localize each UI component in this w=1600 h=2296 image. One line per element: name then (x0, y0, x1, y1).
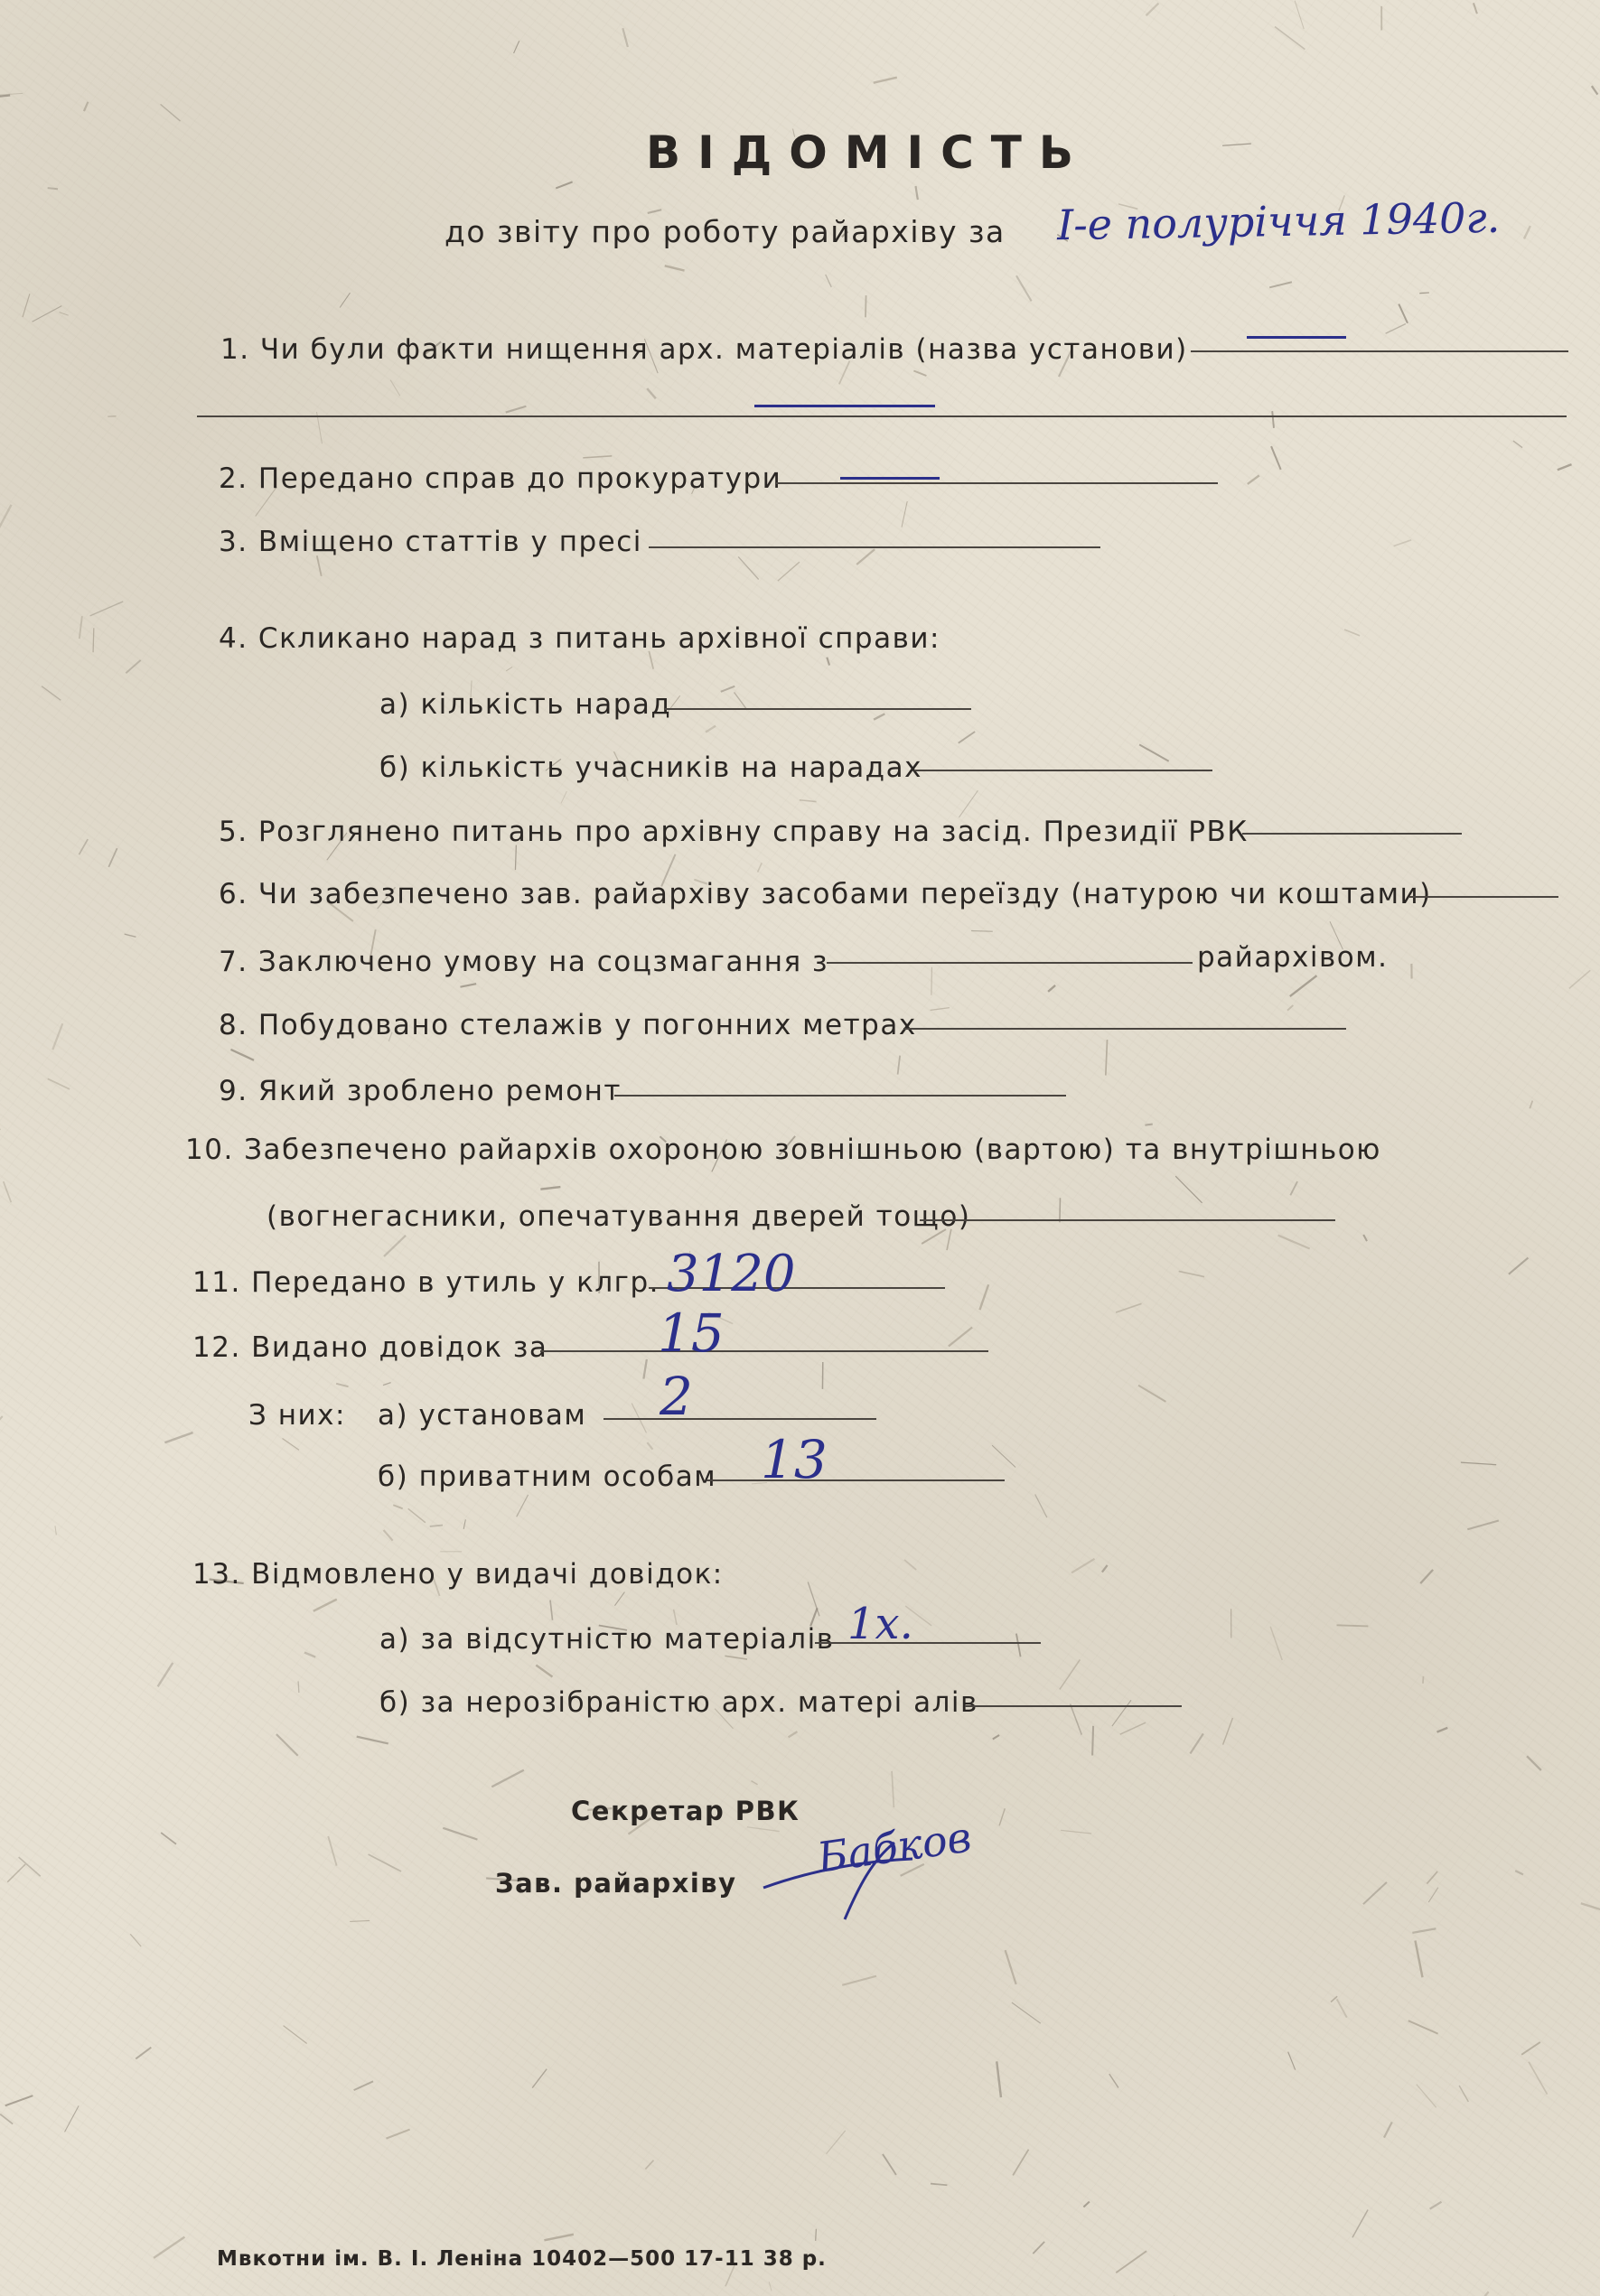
paper-fiber (7, 1864, 25, 1882)
paper-fiber (0, 2114, 13, 2124)
item-12b-line (706, 1479, 1005, 1481)
paper-fiber (1417, 2085, 1436, 2108)
paper-fiber (80, 616, 82, 639)
paper-fiber (276, 1734, 298, 1756)
paper-fiber (1222, 144, 1251, 145)
paper-fiber (738, 556, 759, 579)
paper-fiber (1102, 1565, 1108, 1573)
paper-fiber (540, 1187, 560, 1190)
paper-fiber (1109, 2074, 1118, 2087)
paper-fiber (1016, 1634, 1021, 1657)
item-4-label: 4. Скликано нарад з питань архівної справи: (219, 622, 940, 655)
paper-fiber (996, 2061, 1001, 2097)
paper-fiber (1459, 2086, 1468, 2102)
paper-fiber (506, 406, 527, 413)
paper-fiber (1269, 282, 1292, 287)
paper-fiber (1116, 2251, 1146, 2273)
item-12b-value: 13 (761, 1429, 828, 1490)
paper-fiber (1472, 2291, 1489, 2296)
paper-fiber (1275, 26, 1305, 49)
paper-fiber (93, 628, 94, 652)
item-1-dash (1247, 336, 1346, 339)
paper-fiber (1060, 1659, 1081, 1689)
paper-fiber (1352, 2210, 1368, 2238)
paper-fiber (125, 934, 136, 937)
paper-fiber (583, 456, 612, 458)
item-6-line (1409, 896, 1558, 898)
paper-fiber (42, 686, 61, 701)
paper-fiber (1139, 744, 1169, 761)
paper-fiber (304, 1653, 315, 1657)
paper-fiber (1408, 2021, 1438, 2033)
paper-fiber (313, 1600, 337, 1611)
paper-fiber (1394, 540, 1412, 546)
head-signature: Бабков (814, 1812, 975, 1882)
paper-fiber (336, 1384, 348, 1386)
paper-fiber (328, 1836, 336, 1866)
paper-fiber (60, 313, 69, 316)
paper-fiber (883, 2154, 896, 2175)
item-10-continuation: (вогнегасники, опечатування дверей тощо) (267, 1200, 971, 1233)
paper-fiber (1515, 1871, 1523, 1874)
paper-fiber (384, 1530, 393, 1541)
paper-fiber (0, 505, 12, 528)
paper-fiber (1527, 1756, 1541, 1770)
paper-fiber (1106, 1040, 1108, 1076)
paper-fiber (931, 1008, 950, 1011)
item-12-value: 15 (658, 1302, 725, 1364)
paper-fiber (1146, 4, 1159, 16)
item-12-label: 12. Видано довідок за (192, 1331, 548, 1364)
paper-fiber (1288, 2052, 1296, 2070)
paper-fiber (517, 1495, 529, 1517)
item-7-label: 7. Заключено умову на соцзмагання з (219, 946, 828, 978)
item-4a-line (664, 708, 971, 710)
paper-fiber (463, 1519, 465, 1529)
item-3-label: 3. Вміщено статтів у пресі (219, 526, 642, 558)
paper-fiber (1006, 1950, 1016, 1984)
paper-fiber (647, 1442, 652, 1450)
paper-fiber (800, 800, 817, 802)
paper-fiber (747, 1827, 780, 1832)
print-footer: Мвкотни ім. В. І. Леніна 10402—500 17-11 38 р. (217, 2247, 827, 2271)
item-12a-value: 2 (660, 1366, 693, 1427)
paper-fiber (622, 28, 628, 47)
paper-fiber (357, 1737, 388, 1744)
paper-fiber (725, 1656, 747, 1659)
paper-fiber (4, 1181, 12, 1202)
item-5-label: 5. Розглянено питань про архівну справу на засід. Президії РВК (219, 816, 1249, 848)
paper-fiber (317, 555, 322, 576)
paper-fiber (390, 380, 400, 397)
paper-fiber (1175, 1176, 1202, 1203)
paper-fiber (902, 501, 907, 527)
signature-flourish (759, 1834, 1057, 1933)
paper-fiber (1083, 2201, 1089, 2207)
paper-fiber (645, 2161, 653, 2170)
item-11-label: 11. Передано в утиль у клгр. (192, 1266, 660, 1299)
item-6-label: 6. Чи забезпечено зав. райархіву засобами переїзду (натурою чи коштами) (219, 878, 1432, 910)
paper-fiber (383, 1383, 391, 1386)
paper-fiber (1290, 975, 1317, 996)
paper-fiber (1270, 1627, 1282, 1660)
paper-fiber (79, 839, 88, 854)
paper-fiber (915, 186, 917, 200)
paper-fiber (721, 686, 735, 692)
item-12-line (540, 1350, 988, 1352)
paper-fiber (108, 848, 117, 867)
paper-fiber (1013, 2150, 1028, 2176)
paper-fiber (164, 1433, 192, 1442)
paper-fiber (536, 1665, 552, 1676)
item-4b-line (914, 770, 1212, 771)
paper-fiber (532, 2069, 547, 2088)
paper-fiber (751, 1781, 757, 1785)
paper-fiber (931, 2184, 947, 2186)
paper-fiber (979, 1284, 988, 1310)
paper-fiber (999, 1808, 1005, 1825)
paper-fiber (1569, 970, 1590, 988)
paper-fiber (1092, 1726, 1093, 1756)
paper-fiber (1278, 1236, 1310, 1249)
paper-fiber (1420, 1570, 1433, 1583)
document-title: ВІДОМІСТЬ (646, 126, 1091, 179)
paper-fiber (1530, 1101, 1532, 1109)
paper-fiber (648, 210, 662, 213)
paper-fiber (282, 1439, 299, 1451)
paper-fiber (643, 1359, 646, 1379)
paper-fiber (1287, 1005, 1293, 1011)
paper-fiber (1344, 630, 1360, 636)
item-12-sub-label: З них: (248, 1399, 346, 1432)
paper-fiber (550, 1601, 553, 1620)
paper-fiber (778, 562, 800, 581)
paper-fiber (298, 1681, 299, 1693)
paper-fiber (769, 2282, 772, 2291)
item-10-label: 10. Забезпечено райархів охороною зовнішньою (вартою) та внутрішньою (185, 1134, 1381, 1166)
paper-fiber (898, 1056, 901, 1075)
paper-fiber (161, 1833, 176, 1844)
paper-fiber (1430, 2202, 1442, 2209)
paper-fiber (1423, 1676, 1424, 1684)
paper-fiber (1048, 985, 1055, 992)
paper-fiber (154, 2237, 184, 2258)
paper-fiber (827, 2131, 846, 2154)
paper-fiber (1419, 293, 1429, 294)
paper-fiber (556, 182, 572, 188)
paper-fiber (19, 1857, 41, 1876)
paper-fiber (892, 1771, 894, 1807)
paper-fiber (136, 2048, 151, 2059)
paper-fiber (1529, 2062, 1548, 2095)
paper-fiber (1016, 275, 1032, 301)
paper-fiber (842, 1976, 876, 1985)
paper-fiber (5, 2095, 33, 2105)
paper-fiber (856, 549, 875, 565)
item-13b-line (965, 1705, 1182, 1707)
paper-fiber (971, 931, 993, 932)
paper-fiber (561, 791, 566, 803)
item-9-label: 9. Який зроблено ремонт (219, 1075, 622, 1107)
paper-fiber (826, 275, 832, 287)
paper-fiber (1272, 411, 1274, 428)
paper-fiber (126, 660, 140, 673)
item-2-line (775, 482, 1218, 484)
paper-fiber (1513, 441, 1522, 447)
paper-fiber (1384, 2123, 1392, 2138)
paper-fiber (959, 732, 975, 743)
head-label: Зав. райархіву (495, 1868, 737, 1899)
paper-fiber (1248, 475, 1259, 484)
secretary-label: Секретар РВК (571, 1796, 800, 1826)
paper-fiber (1223, 1718, 1233, 1745)
paper-fiber (230, 1050, 254, 1060)
paper-fiber (949, 1327, 972, 1346)
paper-fiber (1271, 446, 1281, 470)
paper-fiber (874, 714, 884, 719)
paper-fiber (1033, 2242, 1044, 2254)
paper-fiber (369, 1854, 402, 1871)
item-13a-value: 1х. (847, 1599, 913, 1649)
paper-fiber (1592, 86, 1598, 94)
paper-fiber (1035, 1494, 1047, 1517)
paper-fiber (84, 102, 88, 111)
paper-fiber (1012, 2002, 1041, 2023)
paper-fiber (0, 96, 10, 98)
paper-fiber (1474, 3, 1477, 14)
paper-fiber (959, 790, 978, 817)
subtitle-handwritten-period: І-е полуріччя 1940г. (1056, 192, 1501, 250)
item-1-label: 1. Чи були факти нищення арх. матеріалів (назва установи) (220, 333, 1188, 366)
paper-fiber (460, 984, 476, 987)
paper-fiber (1467, 1520, 1499, 1529)
paper-fiber (1295, 1, 1304, 29)
item-13-label: 13. Відмовлено у видачі довідок: (192, 1558, 724, 1591)
paper-fiber (1112, 1700, 1131, 1726)
item-10-line (920, 1219, 1335, 1221)
paper-fiber (1521, 2042, 1540, 2055)
paper-fiber (913, 371, 926, 376)
item-13a-label: а) за відсутністю матеріалів (379, 1623, 835, 1656)
paper-fiber (1290, 1181, 1297, 1195)
item-4a-label: а) кількість нарад (379, 688, 672, 721)
paper-fiber (665, 266, 685, 270)
paper-fiber (1581, 1903, 1600, 1911)
paper-fiber (827, 658, 829, 666)
paper-fiber (130, 1934, 141, 1946)
paper-fiber (1399, 304, 1408, 323)
paper-fiber (1071, 1703, 1082, 1734)
paper-fiber (284, 2026, 307, 2044)
item-1-line (1191, 350, 1568, 352)
paper-fiber (1190, 1733, 1202, 1753)
paper-fiber (1179, 1271, 1204, 1276)
paper-fiber (354, 2081, 373, 2090)
paper-fiber (1071, 1559, 1094, 1573)
paper-fiber (384, 1236, 406, 1256)
paper-fiber (1427, 1871, 1437, 1884)
item-11-value: 3120 (667, 1245, 796, 1303)
item-1-dash-2 (754, 405, 935, 407)
paper-fiber (158, 1663, 173, 1686)
item-1-line-2 (197, 415, 1567, 417)
paper-fiber (1524, 226, 1530, 238)
paper-fiber (1337, 1999, 1347, 2017)
paper-fiber (52, 1023, 62, 1050)
paper-fiber (65, 2105, 80, 2132)
paper-fiber (874, 78, 897, 83)
paper-fiber (647, 388, 656, 398)
paper-fiber (904, 1560, 916, 1570)
item-2-dash (840, 477, 940, 480)
item-12b-label: б) приватним особам (378, 1461, 717, 1493)
subtitle: до звіту про роботу райархіву за (444, 214, 1006, 249)
item-4b-label: б) кількість учасників на нарадах (379, 751, 922, 784)
paper-fiber (1461, 1462, 1496, 1465)
paper-fiber (1120, 1722, 1146, 1734)
paper-fiber (1437, 1728, 1448, 1732)
paper-fiber (1386, 324, 1406, 334)
paper-fiber (993, 1735, 999, 1739)
paper-fiber (816, 2229, 817, 2241)
item-8-label: 8. Побудовано стелажів у погонних метрах (219, 1009, 917, 1041)
paper-fiber (1415, 1940, 1422, 1977)
paper-fiber (1116, 1303, 1141, 1312)
paper-fiber (865, 295, 866, 317)
paper-fiber (1363, 1235, 1367, 1241)
item-12a-line (604, 1418, 876, 1420)
item-9-line (614, 1095, 1066, 1097)
paper-fiber (48, 1078, 70, 1089)
paper-fiber (55, 1526, 56, 1535)
paper-fiber (491, 1770, 524, 1787)
paper-fiber (515, 845, 516, 871)
paper-fiber (408, 1508, 426, 1522)
paper-fiber (758, 863, 763, 872)
paper-fiber (514, 41, 519, 53)
paper-fiber (393, 1505, 402, 1508)
paper-fiber (1331, 1996, 1337, 2002)
item-3-line (649, 546, 1100, 548)
paper-fiber (614, 1592, 624, 1606)
paper-fiber (23, 294, 30, 317)
paper-fiber (340, 293, 350, 307)
paper-fiber (1509, 1258, 1528, 1274)
paper-fiber (931, 967, 932, 995)
paper-fiber (992, 1445, 1015, 1467)
item-12a-label: а) установам (378, 1399, 587, 1432)
paper-fiber (161, 104, 181, 121)
paper-fiber (48, 188, 58, 189)
item-5-line (1242, 833, 1462, 835)
item-13b-label: б) за нерозібраністю арх. матері алів (379, 1686, 978, 1719)
paper-fiber (1428, 1888, 1438, 1902)
paper-fiber (350, 1920, 370, 1921)
item-2-label: 2. Передано справ до прокуратури (219, 462, 782, 495)
paper-fiber (443, 1828, 477, 1840)
paper-fiber (1138, 1386, 1165, 1402)
paper-fiber (1363, 1882, 1387, 1904)
paper-fiber (386, 2130, 409, 2139)
item-7-line (827, 962, 1193, 964)
paper-fiber (1558, 464, 1572, 470)
paper-fiber (735, 692, 747, 709)
item-7-end: райархівом. (1197, 941, 1389, 974)
paper-fiber (1412, 1928, 1436, 1933)
paper-fiber (506, 667, 512, 670)
paper-fiber (1061, 1830, 1091, 1834)
paper-fiber (33, 306, 62, 322)
paper-fiber (789, 1731, 798, 1737)
paper-fiber (544, 2235, 573, 2241)
paper-fiber (1337, 1625, 1369, 1626)
paper-fiber (0, 1416, 3, 1427)
item-8-line (903, 1028, 1346, 1030)
paper-fiber (808, 1582, 819, 1616)
paper-fiber (706, 726, 716, 733)
paper-fiber (0, 93, 23, 95)
paper-fiber (90, 602, 124, 616)
